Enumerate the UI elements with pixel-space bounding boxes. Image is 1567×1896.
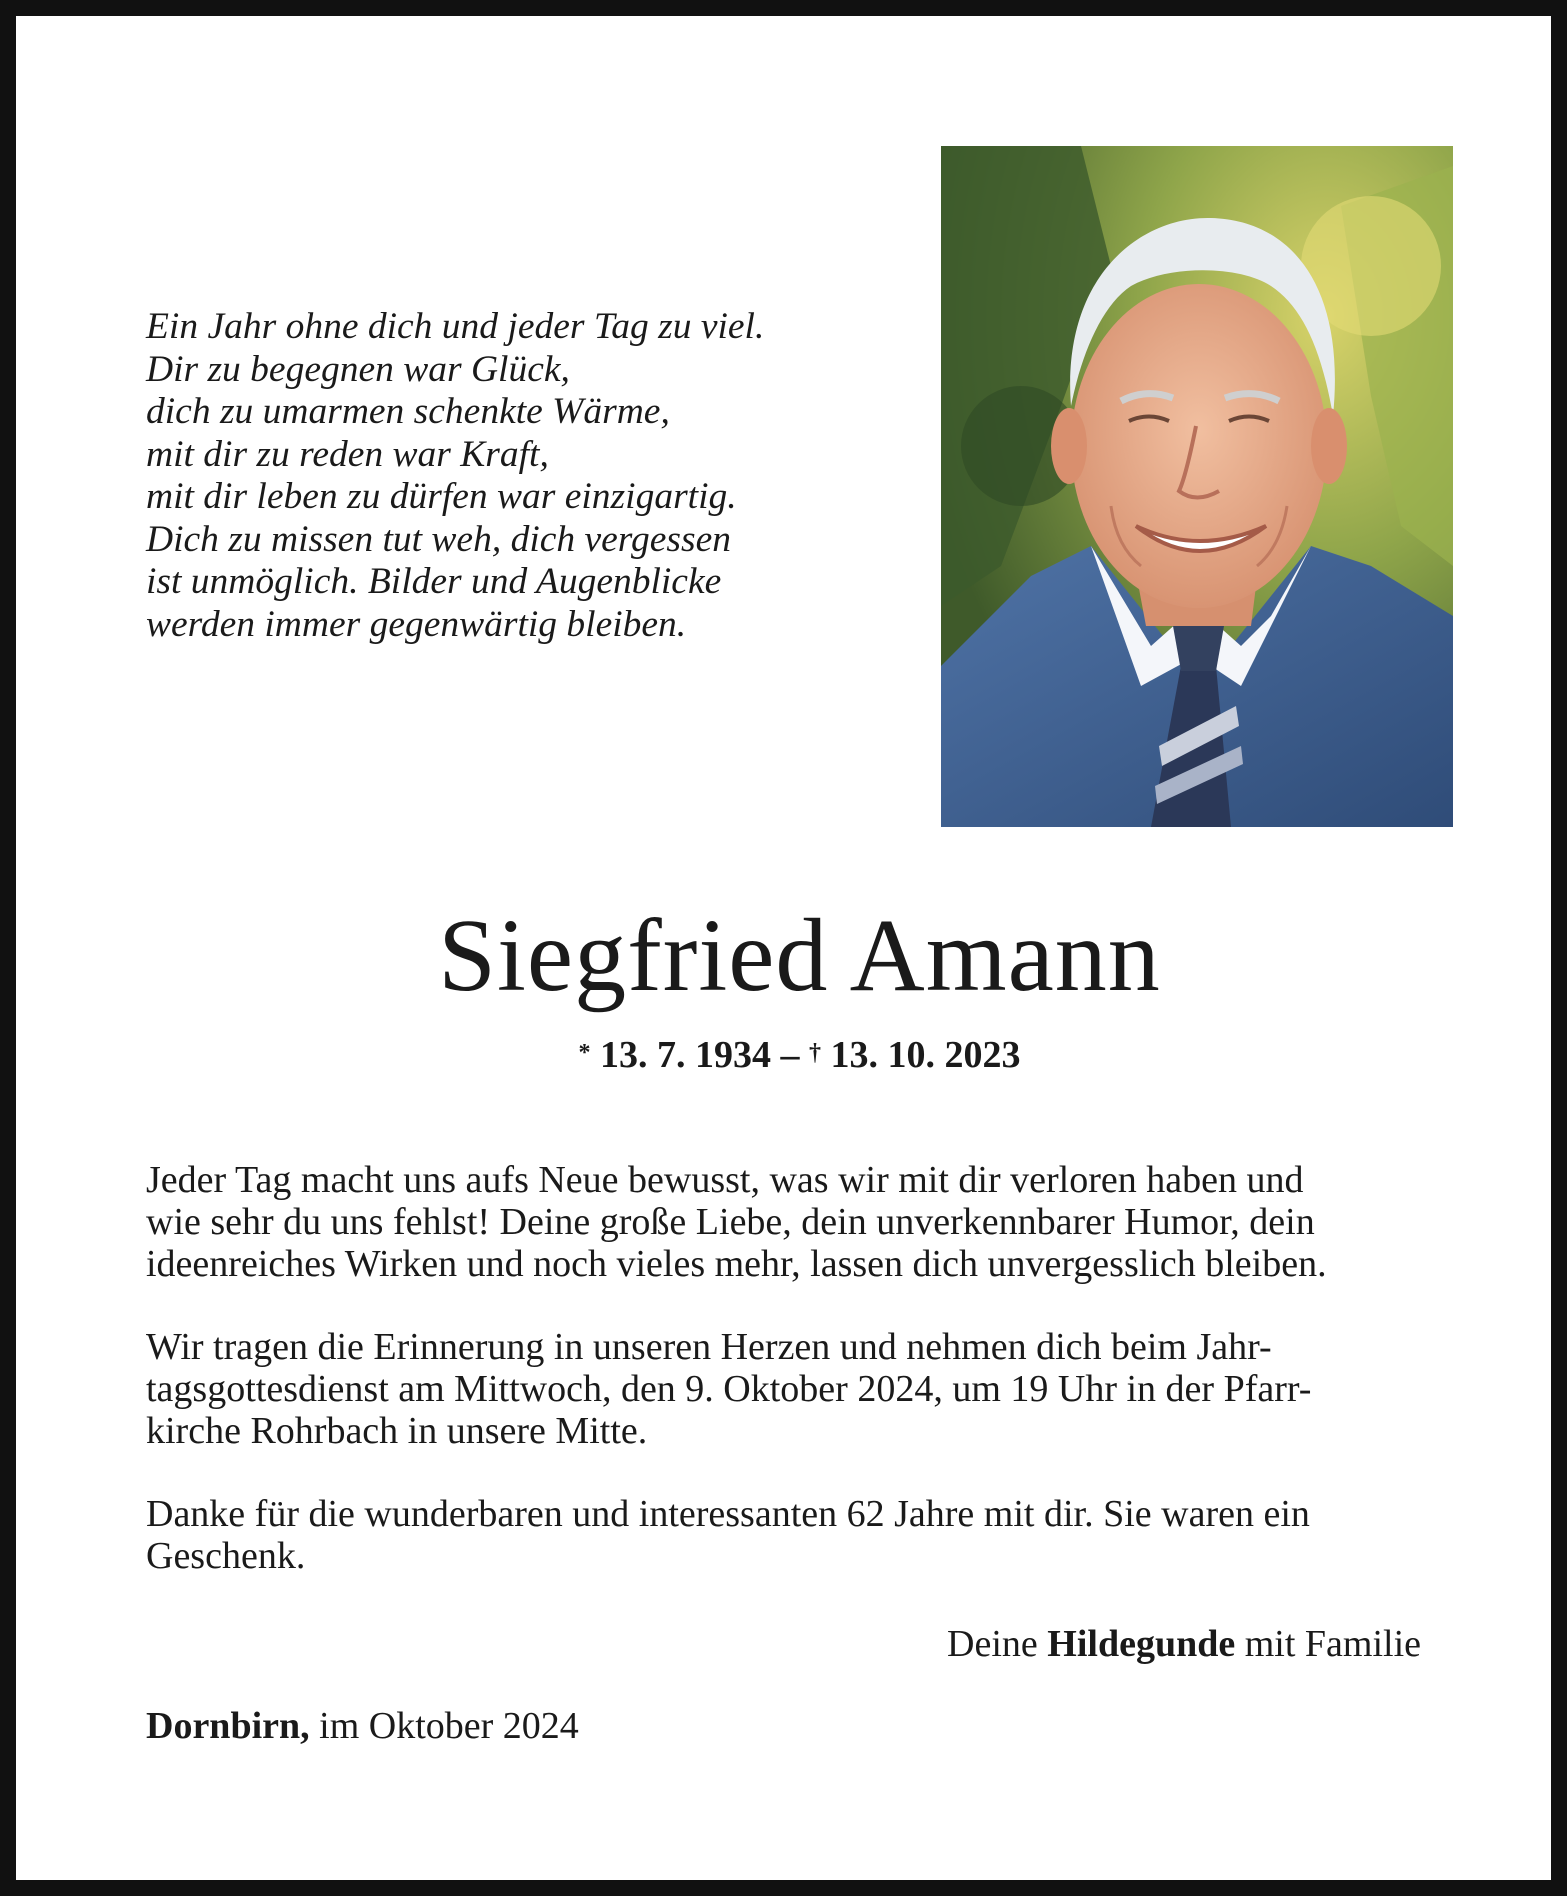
paragraph-line: Wir tragen die Erinnerung in unseren Herzen und nehmen dich beim Jahr- (146, 1326, 1272, 1368)
place-date (146, 1702, 579, 1750)
poem-line: Dir zu begegnen war Glück, (146, 348, 570, 390)
poem-line: mit dir zu reden war Kraft, (146, 433, 549, 475)
poem-line: werden immer gegenwärtig bleiben. (146, 603, 687, 645)
issue-date: im Oktober 2024 (319, 1705, 579, 1747)
paragraph-service (146, 1326, 1456, 1452)
death-date: 13. 10. 2023 (830, 1034, 1021, 1076)
paragraph-line: Geschenk. (146, 1535, 306, 1577)
deceased-name: Siegfried Amann (438, 898, 1161, 1013)
paragraph-remembrance (146, 1159, 1456, 1285)
poem-line: dich zu umarmen schenkte Wärme, (146, 391, 670, 432)
place-name: Dornbirn, (146, 1705, 310, 1747)
paragraph-line: tagsgottesdienst am Mittwoch, den 9. Oktober 2024, um 19 Uhr in der Pfarr- (146, 1368, 1312, 1410)
paragraph-thanks (146, 1493, 1456, 1577)
poem-line: Dich zu missen tut weh, dich vergessen (146, 518, 731, 560)
poem-line: ist unmöglich. Bilder und Augenblicke (146, 561, 722, 602)
birth-date: 13. 7. 1934 (600, 1034, 771, 1076)
paragraph-line: ideenreiches Wirken und noch vieles mehr, lassen dich unvergesslich bleiben. (146, 1243, 1327, 1285)
poem-line: Ein Jahr ohne dich und jeder Tag zu viel. (146, 306, 765, 347)
death-symbol: † (809, 1040, 821, 1066)
signature-name: Hildegunde (1047, 1623, 1236, 1665)
signature-suffix: mit Familie (1244, 1623, 1421, 1665)
life-dates (16, 1031, 1567, 1079)
portrait-illustration (941, 146, 1453, 827)
signature (947, 1620, 1421, 1668)
poem-line: mit dir leben zu dürfen war einzigartig. (146, 476, 737, 517)
paragraph-line: kirche Rohrbach in unsere Mitte. (146, 1410, 648, 1452)
portrait-photo (941, 146, 1453, 827)
birth-symbol: * (578, 1040, 591, 1066)
signature-prefix: Deine (947, 1623, 1038, 1665)
paragraph-line: Jeder Tag macht uns aufs Neue bewusst, was wir mit dir verloren haben und (146, 1159, 1304, 1201)
paragraph-line: wie sehr du uns fehlst! Deine große Liebe, dein unverkennbarer Humor, dein (146, 1201, 1315, 1243)
date-separator: – (780, 1034, 800, 1076)
memorial-poem (146, 306, 846, 646)
paragraph-line: Danke für die wunderbaren und interessanten 62 Jahre mit dir. Sie waren ein (146, 1493, 1310, 1535)
